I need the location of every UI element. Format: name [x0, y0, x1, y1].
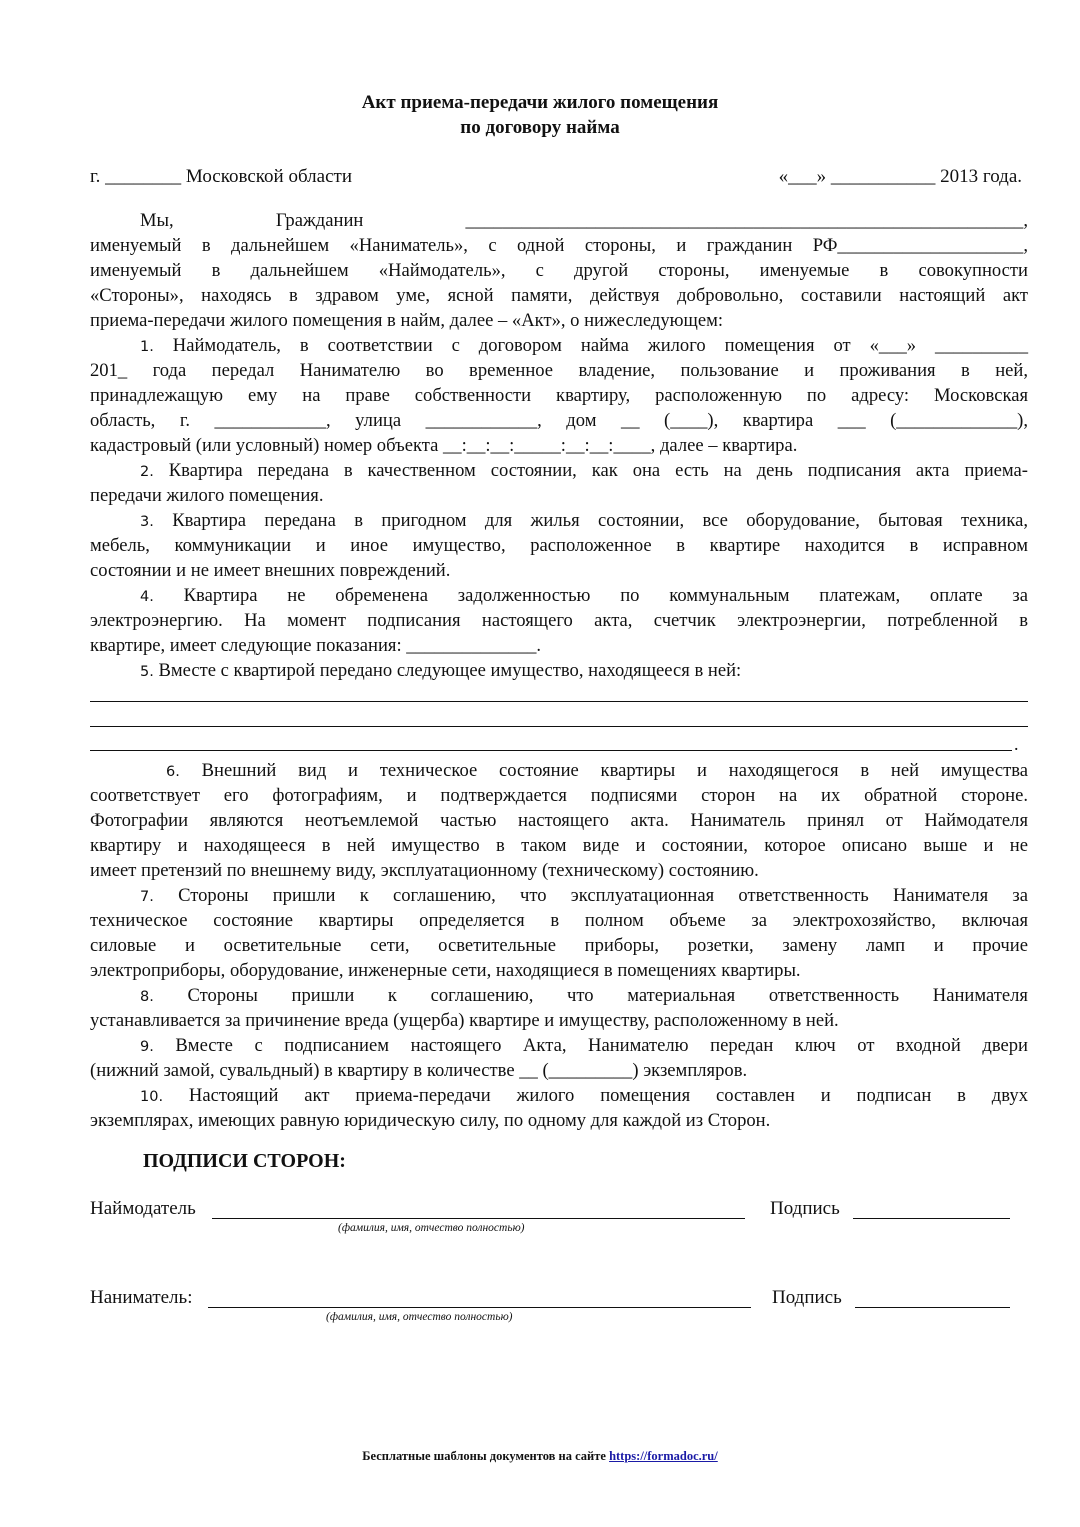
item-number: 5.: [140, 664, 154, 680]
title-line-2: по договору найма: [460, 117, 620, 138]
item-7-line: техническое состояние квартиры определяется в полном объеме за электрохозяйство, включая: [90, 910, 1028, 931]
item-number: 7.: [140, 889, 154, 905]
title-line-1: Акт приема-передачи жилого помещения: [361, 92, 719, 113]
item-number: 10.: [140, 1089, 164, 1105]
landlord-hint: (фамилия, имя, отчество полностью): [338, 1222, 525, 1234]
item-1-line: 201_ года передал Нанимателю во временное владение, пользование и проживания в ней,: [90, 360, 1028, 381]
item-10-line: 10. Настоящий акт приема-передачи жилого помещения составлен и подписан в двух: [140, 1085, 1028, 1106]
landlord-sign-label: Подпись: [770, 1198, 840, 1219]
period-mark: .: [1014, 734, 1019, 754]
blank-line: [90, 701, 1028, 702]
item-6-line: 6. Внешний вид и техническое состояние квартиры и находящегося в ней имущества: [166, 760, 1028, 781]
item-4-line: 4. Квартира не обременена задолженностью по коммунальным платежам, оплате за: [140, 585, 1028, 606]
footer-text: Бесплатные шаблоны документов на сайте: [362, 1449, 610, 1463]
item-1-line: область, г. ____________, улица ____________, дом __ (____), квартира ___ (_____________),: [90, 410, 1028, 431]
item-number: 8.: [140, 989, 154, 1005]
tenant-label: Наниматель:: [90, 1287, 193, 1308]
intro-line: именуемый в дальнейшем «Наймодатель», с другой стороны, именуемые в совокупности: [90, 260, 1028, 281]
landlord-name-line[interactable]: [212, 1218, 745, 1219]
item-6-line: соответствует его фотографиям, и подтверждается подписями сторон на их обратной стороне.: [90, 785, 1028, 806]
document-title: [0, 90, 1080, 140]
item-4-line: квартире, имеет следующие показания: ______________.: [90, 635, 542, 656]
item-1-line: кадастровый (или условный) номер объекта __:__:__:_____:__:__:____, далее – квартира.: [90, 435, 798, 456]
item-8-line: устанавливается за причинение вреда (ущерба) квартире и имуществу, расположенному в ней.: [90, 1010, 839, 1031]
item-2-line: 2. Квартира передана в качественном состоянии, как она есть на день подписания акта приема-: [140, 460, 1028, 481]
item-1-line: принадлежащую ему на праве собственности квартиру, расположенную по адресу: Московская: [90, 385, 1028, 406]
item-5-line: 5. Вместе с квартирой передано следующее имущество, находящееся в ней:: [140, 660, 742, 681]
tenant-hint: (фамилия, имя, отчество полностью): [326, 1311, 513, 1323]
tenant-sign-label: Подпись: [772, 1287, 842, 1308]
item-9-line: (нижний замой, сувальдный) в квартиру в количестве __ (_________) экземпляров.: [90, 1060, 748, 1081]
item-4-line: электроэнергию. На момент подписания настоящего акта, счетчик электроэнергии, потребленной в: [90, 610, 1028, 631]
item-7-line: силовые и осветительные сети, осветительные приборы, розетки, замену ламп и прочие: [90, 935, 1028, 956]
item-2-line: передачи жилого помещения.: [90, 485, 324, 506]
intro-line: именуемый в дальнейшем «Наниматель», с одной стороны, и гражданин РФ____________________,: [90, 235, 1028, 256]
intro-line: Мы, Гражданин ____________________________________________________________,: [140, 210, 1028, 231]
landlord-signature-line[interactable]: [853, 1218, 1010, 1219]
item-number: 2.: [140, 464, 154, 480]
item-6-line: квартиру и находящееся в ней имущество в таком виде и состоянии, которое описано выше и не: [90, 835, 1028, 856]
footer-link[interactable]: https://formadoc.ru/: [609, 1449, 718, 1463]
item-number: 4.: [140, 589, 154, 605]
item-10-line: экземплярах, имеющих равную юридическую силу, по одному для каждой из Сторон.: [90, 1110, 771, 1131]
item-9-line: 9. Вместе с подписанием настоящего Акта, Нанимателю передан ключ от входной двери: [140, 1035, 1028, 1056]
city-line: г. ________ Московской области: [90, 166, 352, 187]
footer: [0, 1449, 1080, 1464]
blank-line: [90, 750, 1012, 751]
item-6-line: имеет претензий по внешнему виду, эксплуатационному (техническому) состоянию.: [90, 860, 759, 881]
signatures-heading: ПОДПИСИ СТОРОН:: [143, 1150, 346, 1172]
intro-line: «Стороны», находясь в здравом уме, ясной памяти, действуя добровольно, составили настоящий акт: [90, 285, 1028, 306]
tenant-signature-line[interactable]: [855, 1307, 1010, 1308]
blank-line: [90, 726, 1028, 727]
item-3-line: 3. Квартира передана в пригодном для жилья состоянии, все оборудование, бытовая техника,: [140, 510, 1028, 531]
item-number: 6.: [166, 764, 180, 780]
item-3-line: мебель, коммуникации и иное имущество, расположенное в квартире находится в исправном: [90, 535, 1028, 556]
item-1-line: 1. Наймодатель, в соответствии с договором найма жилого помещения от «___» __________: [140, 335, 1028, 356]
tenant-name-line[interactable]: [208, 1307, 751, 1308]
item-number: 9.: [140, 1039, 154, 1055]
item-6-line: Фотографии являются неотъемлемой частью настоящего акта. Наниматель принял от Наймодателя: [90, 810, 1028, 831]
landlord-label: Наймодатель: [90, 1198, 196, 1219]
date-line: «___» ___________ 2013 года.: [778, 166, 1022, 187]
item-number: 1.: [140, 339, 154, 355]
item-7-line: электроприборы, оборудование, инженерные сети, находящиеся в помещениях квартиры.: [90, 960, 801, 981]
item-8-line: 8. Стороны пришли к соглашению, что материальная ответственность Нанимателя: [140, 985, 1028, 1006]
item-7-line: 7. Стороны пришли к соглашению, что эксплуатационная ответственность Нанимателя за: [140, 885, 1028, 906]
item-3-line: состоянии и не имеет внешних повреждений.: [90, 560, 451, 581]
item-number: 3.: [140, 514, 154, 530]
intro-line: приема-передачи жилого помещения в найм, далее – «Акт», о нижеследующем:: [90, 310, 724, 331]
